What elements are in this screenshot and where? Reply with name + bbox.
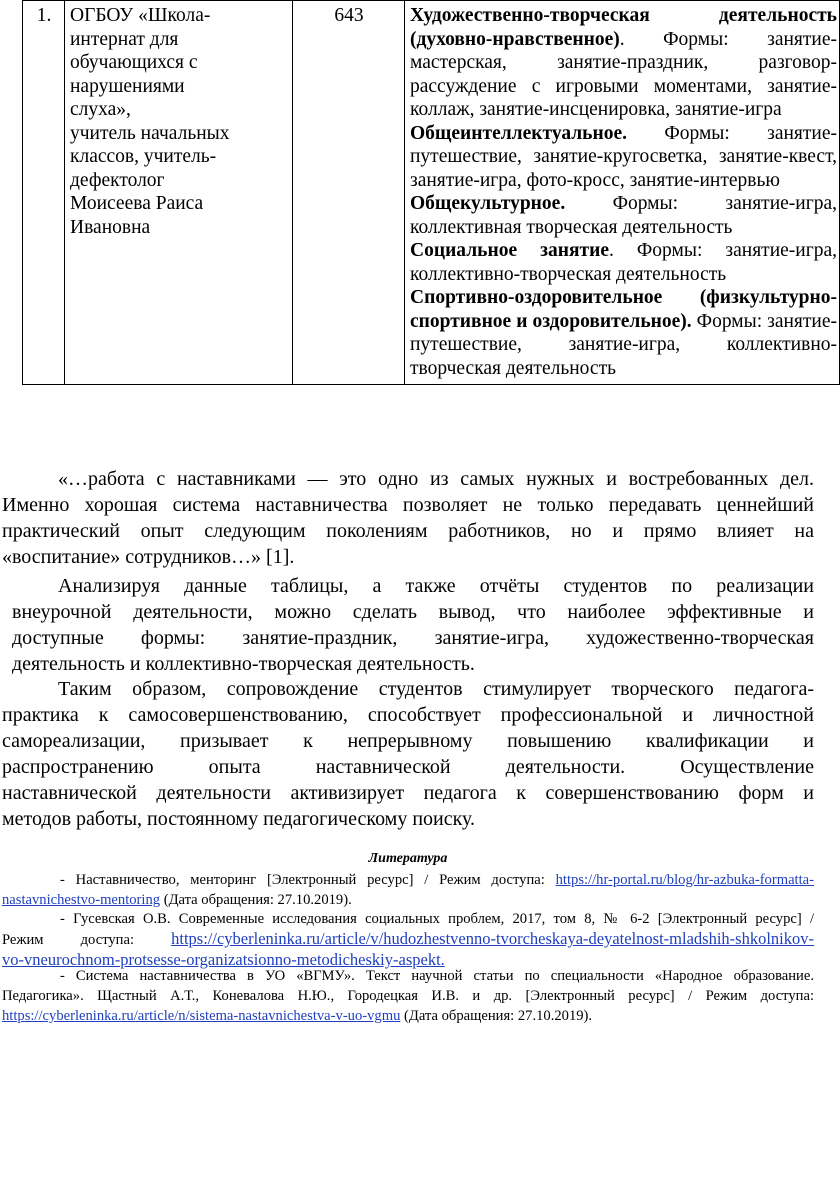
org-line: ОГБОУ «Школа- bbox=[70, 5, 211, 26]
reference-text: - Наставничество, менторинг [Электронный ресурс] / Режим доступа: bbox=[60, 872, 556, 888]
org-line: дефектолог bbox=[70, 169, 165, 191]
reference-2 bbox=[2, 909, 814, 971]
text-line: практика к самосовершенствованию, способствует профессиональной и личностной bbox=[2, 704, 814, 726]
reference-line: Педагогика». Щастный А.Т., Коневалова Н.Ю., Городецкая И.В. и др. [Электронный ресурс] / Режим доступа: bbox=[2, 988, 814, 1004]
reference-line: - Система наставничества в УО «ВГМУ». Текст научной статьи по специальности «Народное образование. bbox=[60, 968, 814, 984]
reference-text: Режим доступа: bbox=[2, 932, 172, 948]
organization-cell bbox=[65, 1, 293, 385]
count-cell: 643 bbox=[293, 1, 405, 385]
activity-forms: Формы: занятие-путешествие, занятие-кругосветка, занятие-квест, занятие-игра, фото-кросс, занятие-интервью bbox=[410, 122, 837, 191]
row-number: 1. bbox=[23, 1, 65, 385]
org-line: интернат для bbox=[70, 28, 179, 50]
reference-text: (Дата обращения: 27.10.2019). bbox=[160, 892, 352, 908]
text-line: доступные формы: занятие-праздник, занятие-игра, художественно-творческая bbox=[12, 627, 814, 649]
paragraph-quote bbox=[2, 466, 814, 570]
activity-block bbox=[410, 122, 837, 193]
literature-title: Литература bbox=[368, 851, 448, 866]
reference-1 bbox=[2, 870, 814, 910]
reference-link[interactable]: https://cyberleninka.ru/article/v/hudozhestvenno-tvorcheskaya-deyatelnost-mladshih-shkolnikov- bbox=[171, 929, 814, 948]
activity-forms: . Формы: занятие-игра, коллективно-творческая деятельность bbox=[410, 240, 837, 285]
org-line: Моисеева Раиса bbox=[70, 193, 204, 214]
activity-heading: Общеинтеллектуальное. bbox=[410, 122, 628, 144]
org-line: Ивановна bbox=[70, 216, 151, 238]
org-line: классов, учитель- bbox=[70, 146, 217, 167]
activity-forms: . Формы: занятие-мастерская, занятие-праздник, разговор-рассуждение с игровыми моментами, занятие-коллаж, занятие-инсценировка, занятие-игра bbox=[410, 28, 837, 120]
reference-line: - Гусевская О.В. Современные исследования социальных проблем, 2017, том 8, № 6-2 [Электронный ресурс] / bbox=[60, 911, 814, 927]
text-line: Анализируя данные таблицы, а также отчёты студентов по реализации bbox=[58, 575, 814, 597]
text-line: наставнической деятельности активизирует педагога к совершенствованию форм и bbox=[2, 782, 814, 804]
org-line: обучающихся с bbox=[70, 52, 198, 73]
org-line: нарушениями bbox=[70, 75, 185, 97]
text-line: деятельность и коллективно-творческая деятельность. bbox=[12, 653, 475, 675]
org-line: слуха», bbox=[70, 99, 131, 120]
text-line: «…работа с наставниками — это одно из самых нужных и востребованных дел. bbox=[58, 468, 814, 490]
text-line: внеурочной деятельности, можно сделать вывод, что наиболее эффективные и bbox=[12, 601, 814, 623]
text-line: практический опыт следующим поколениям работников, но и прямо влияет на bbox=[2, 520, 814, 542]
activity-heading: Социальное занятие bbox=[410, 240, 609, 261]
reference-link[interactable]: nastavnichestvo-mentoring bbox=[2, 892, 161, 908]
text-line: Именно хорошая система наставничества позволяет не только передавать ценнейший bbox=[2, 494, 814, 516]
table-row bbox=[23, 1, 840, 385]
activity-block bbox=[410, 4, 837, 122]
reference-link[interactable]: https://cyberleninka.ru/article/n/sistema-nastavnichestva-v-uo-vgmu bbox=[2, 1008, 401, 1024]
reference-3 bbox=[2, 966, 814, 1026]
reference-line bbox=[2, 929, 814, 950]
text-line: «воспитание» сотрудников…» [1]. bbox=[2, 546, 295, 568]
reference-link[interactable]: https://hr-portal.ru/blog/hr-azbuka-formatta- bbox=[555, 872, 814, 888]
activity-forms: Формы: занятие-игра, коллективная творческая деятельность bbox=[410, 193, 837, 238]
activity-table bbox=[22, 0, 840, 385]
activities-cell bbox=[405, 1, 840, 385]
reference-line bbox=[2, 870, 814, 890]
text-line: распространению опыта наставнической деятельности. Осуществление bbox=[2, 756, 814, 778]
paragraph-analysis bbox=[12, 573, 814, 677]
activity-forms: Формы: занятие-путешествие, занятие-игра, коллективно-творческая деятельность bbox=[410, 310, 838, 379]
reference-text: (Дата обращения: 27.10.2019). bbox=[400, 1008, 593, 1024]
activity-block bbox=[410, 239, 837, 286]
org-line: учитель начальных bbox=[70, 122, 230, 144]
activity-heading: Художественно-творческая деятельность (духовно-нравственное) bbox=[410, 5, 837, 50]
text-line: методов работы, постоянному педагогическому поиску. bbox=[2, 808, 476, 830]
text-line: Таким образом, сопровождение студентов стимулирует творческого педагога- bbox=[58, 678, 814, 700]
reference-link[interactable]: vo-vneurochnom-protsesse-organizatsionno-metodicheskiy-aspekt. bbox=[2, 950, 445, 969]
reference-line bbox=[2, 890, 814, 910]
paragraph-conclusion bbox=[2, 676, 814, 832]
activity-block bbox=[410, 192, 837, 239]
reference-line bbox=[2, 1006, 814, 1026]
activity-heading: Общекультурное. bbox=[410, 193, 566, 214]
text-line: самореализации, призывает к непрерывному повышению квалификации и bbox=[2, 730, 814, 752]
activity-heading: Спортивно-оздоровительное (физкультурно-спортивное и оздоровительное). bbox=[410, 287, 837, 332]
activity-block bbox=[410, 286, 837, 380]
